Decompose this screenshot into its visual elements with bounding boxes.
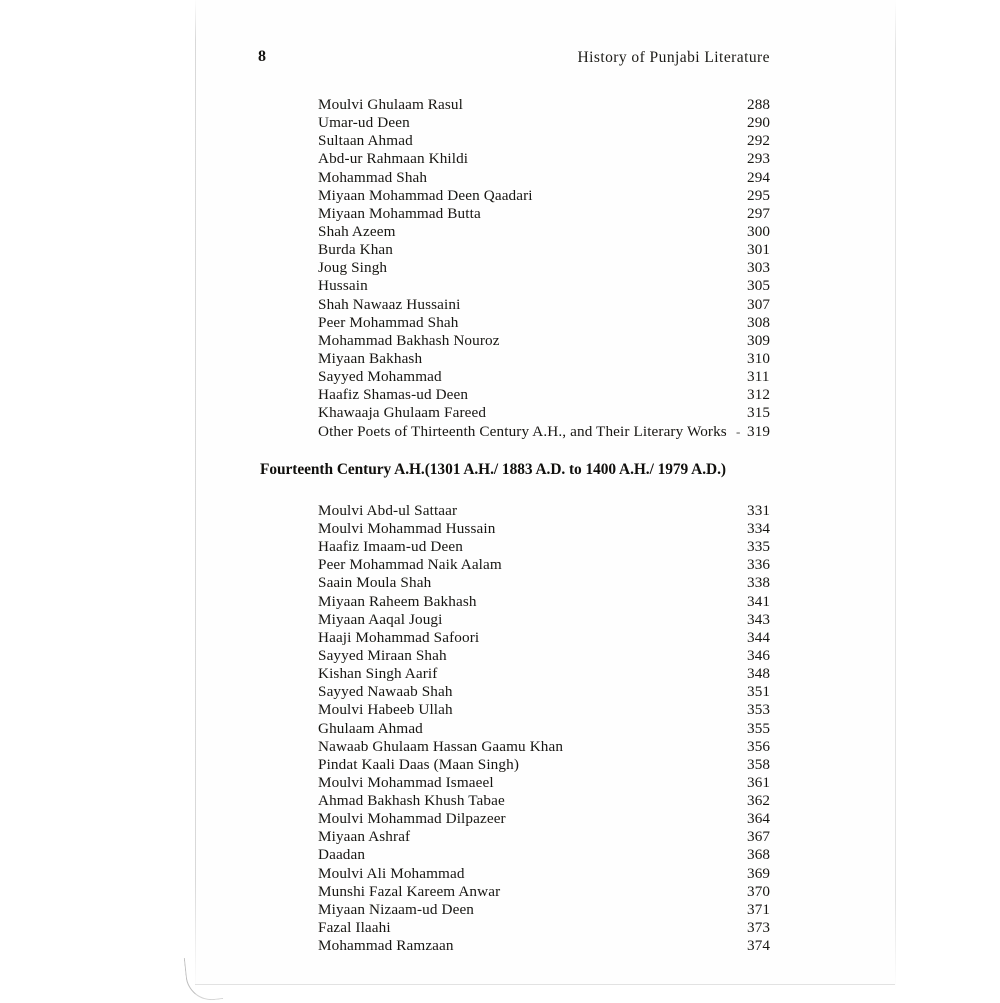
- toc-entry-page-number: 319: [747, 422, 771, 440]
- toc-entry-title: Miyaan Mohammad Deen Qaadari: [318, 186, 533, 204]
- toc-entry-title: Munshi Fazal Kareem Anwar: [318, 882, 501, 900]
- toc-entry-page-number: 294: [747, 168, 771, 186]
- toc-entry-title: Sayyed Miraan Shah: [318, 646, 447, 664]
- toc-entry-title: Moulvi Abd-ul Sattaar: [318, 501, 458, 519]
- toc-entry: [258, 368, 774, 386]
- toc-entry: [258, 738, 774, 756]
- toc-entry-title: Peer Mohammad Naik Aalam: [318, 556, 502, 574]
- toc-entry: [258, 919, 774, 937]
- toc-entry: [258, 901, 774, 919]
- toc-entry-title: Moulvi Mohammad Hussain: [318, 519, 496, 537]
- toc-entry-title: Miyaan Mohammad Butta: [318, 204, 481, 222]
- section-heading-label: Fourteenth Century A.H.(1301 A.H./ 1883 A.D. to 1400 A.H./ 1979 A.D.): [260, 461, 726, 479]
- toc-entry: [258, 296, 774, 314]
- toc-entry-title: Moulvi Mohammad Ismaeel: [318, 773, 494, 791]
- page-edge-bottom: [195, 984, 895, 985]
- toc-entry: [258, 132, 774, 150]
- toc-entry: [258, 502, 774, 520]
- book-title: History of Punjabi Literature: [577, 49, 770, 66]
- toc-entry: [258, 611, 774, 629]
- toc-entry: [258, 386, 774, 404]
- toc-entry: [258, 756, 774, 774]
- toc-entry-title: Haafiz Imaam-ud Deen: [318, 538, 463, 556]
- toc-entry-page-number: 311: [747, 368, 770, 386]
- toc-entry: [258, 937, 774, 955]
- toc-entry-title: Abd-ur Rahmaan Khildi: [318, 150, 469, 168]
- toc-entry: [258, 683, 774, 701]
- toc-entry: [258, 314, 774, 332]
- toc-entry: [258, 332, 774, 350]
- toc-entry-title: Sayyed Nawaab Shah: [318, 683, 453, 701]
- toc-entry-page-number: 297: [747, 204, 771, 222]
- toc-entry-page-number: 334: [747, 519, 771, 537]
- toc-entry: [258, 593, 774, 611]
- toc-entry-title: Burda Khan: [318, 241, 394, 259]
- toc-entry-page-number: 290: [747, 114, 771, 132]
- toc-entry-title: Sayyed Mohammad: [318, 368, 442, 386]
- toc-entry: [258, 538, 774, 556]
- toc-entry: [258, 150, 774, 168]
- toc-entry-page-number: 335: [747, 538, 771, 556]
- toc-entry: [258, 574, 774, 592]
- toc-entry-title: Moulvi Ali Mohammad: [318, 864, 465, 882]
- toc-entry: [258, 350, 774, 368]
- toc-entry: [258, 241, 774, 259]
- toc-entry: [258, 520, 774, 538]
- toc-entry-page-number: 344: [747, 628, 771, 646]
- toc-entry: [258, 665, 774, 683]
- toc-entry-title: Ghulaam Ahmad: [318, 719, 423, 737]
- toc-entry: [258, 96, 774, 114]
- toc-entry-title: Sultaan Ahmad: [318, 132, 413, 150]
- toc-entry: [258, 114, 774, 132]
- toc-entry-page-number: 346: [747, 646, 771, 664]
- toc-entry-page-number: 336: [747, 556, 771, 574]
- toc-entry: [258, 810, 774, 828]
- toc-entry-title: Mohammad Shah: [318, 168, 428, 186]
- toc-entry-page-number: 331: [747, 501, 771, 519]
- toc-entry-page-number: 307: [747, 295, 771, 313]
- toc-entry-page-number: 288: [747, 96, 771, 113]
- toc-entry-page-number: 292: [747, 132, 771, 150]
- toc-list-fourteenth-century: [258, 502, 774, 956]
- toc-entry: [258, 774, 774, 792]
- toc-entry-title: Khawaaja Ghulaam Fareed: [318, 404, 487, 422]
- toc-entry-page-number: 310: [747, 349, 771, 367]
- toc-entry: [258, 647, 774, 665]
- toc-entry-title: Saain Moula Shah: [318, 574, 432, 592]
- toc-entry-title: Fazal Ilaahi: [318, 919, 391, 937]
- table-of-contents: [258, 96, 774, 955]
- toc-entry-title: Miyaan Aaqal Jougi: [318, 610, 443, 628]
- toc-entry-page-number: 356: [747, 737, 771, 755]
- toc-entry: [258, 556, 774, 574]
- toc-entry-title: Shah Azeem: [318, 222, 396, 240]
- toc-entry: [258, 865, 774, 883]
- toc-entry: [258, 223, 774, 241]
- page-edge-left: [195, 0, 196, 1000]
- toc-entry-title: Ahmad Bakhash Khush Tabae: [318, 792, 505, 810]
- toc-entry-page-number: 341: [747, 592, 771, 610]
- toc-entry-title: Other Poets of Thirteenth Century A.H., and Their Literary Works: [318, 422, 727, 440]
- toc-entry-title: Miyaan Ashraf: [318, 828, 411, 846]
- toc-entry-page-number: 305: [747, 277, 771, 295]
- toc-entry-page-number: 358: [747, 755, 771, 773]
- toc-entry: [258, 883, 774, 901]
- section-heading-fourteenth-century: [258, 461, 774, 479]
- toc-entry-page-number: 343: [747, 610, 771, 628]
- toc-entry-title: Mohammad Bakhash Nouroz: [318, 331, 500, 349]
- toc-entry: [258, 629, 774, 647]
- toc-entry-page-number: 315: [747, 404, 771, 422]
- toc-entry: [258, 187, 774, 205]
- toc-entry-page-number: 300: [747, 222, 771, 240]
- toc-entry: [258, 701, 774, 719]
- toc-entry-page-number: 373: [747, 919, 771, 937]
- toc-entry: [258, 404, 774, 422]
- toc-entry-page-number: 303: [747, 259, 771, 277]
- toc-entry-title: Mohammad Ramzaan: [318, 937, 454, 955]
- toc-entry: [258, 205, 774, 223]
- toc-entry-page-number: 371: [747, 900, 771, 918]
- toc-entry-title: Peer Mohammad Shah: [318, 313, 459, 331]
- toc-entry-title: Moulvi Habeeb Ullah: [318, 701, 453, 719]
- toc-entry-page-number: 369: [747, 864, 771, 882]
- toc-entry-title: Haafiz Shamas-ud Deen: [318, 386, 469, 404]
- toc-entry-page-number: 362: [747, 792, 771, 810]
- toc-entry-page-number: 355: [747, 719, 771, 737]
- toc-entry-page-number: 364: [747, 810, 771, 828]
- toc-entry: [258, 720, 774, 738]
- toc-entry-page-number: 301: [747, 241, 771, 259]
- toc-entry-title: Umar-ud Deen: [318, 114, 410, 132]
- toc-entry-title: Pindat Kaali Daas (Maan Singh): [318, 755, 519, 773]
- toc-entry-page-number: 295: [747, 186, 771, 204]
- toc-entry-page-number: 348: [747, 665, 771, 683]
- toc-entry-page-number: 353: [747, 701, 771, 719]
- toc-list-thirteenth-century: [258, 96, 774, 441]
- toc-entry-page-number: 361: [747, 773, 771, 791]
- toc-entry-title: Shah Nawaaz Hussaini: [318, 295, 461, 313]
- toc-entry-page-number: 309: [747, 331, 771, 349]
- toc-entry: [258, 846, 774, 864]
- toc-entry-page-number: 370: [747, 882, 771, 900]
- page-edge-right: [895, 0, 896, 1000]
- toc-entry: [258, 423, 774, 441]
- toc-entry-page-number: 293: [747, 150, 771, 168]
- toc-entry-page-number: 308: [747, 313, 771, 331]
- toc-entry: [258, 277, 774, 295]
- toc-entry: [258, 792, 774, 810]
- toc-entry-page-number: 338: [747, 574, 771, 592]
- toc-entry-title: Moulvi Ghulaam Rasul: [318, 96, 463, 113]
- toc-entry-title: Miyaan Bakhash: [318, 349, 423, 367]
- toc-entry-title: Haaji Mohammad Safoori: [318, 628, 480, 646]
- toc-entry: [258, 169, 774, 187]
- toc-entry-title: Hussain: [318, 277, 368, 295]
- toc-entry: [258, 259, 774, 277]
- toc-entry-page-number: 367: [747, 828, 771, 846]
- toc-entry-page-number: 351: [747, 683, 771, 701]
- toc-entry-title: Nawaab Ghulaam Hassan Gaamu Khan: [318, 737, 564, 755]
- toc-leader-dash: -: [736, 423, 741, 439]
- toc-entry-page-number: 312: [747, 386, 771, 404]
- toc-entry-title: Kishan Singh Aarif: [318, 665, 438, 683]
- toc-entry-title: Daadan: [318, 846, 366, 864]
- toc-entry-title: Miyaan Nizaam-ud Deen: [318, 900, 475, 918]
- toc-entry-title: Miyaan Raheem Bakhash: [318, 592, 477, 610]
- toc-entry: [258, 828, 774, 846]
- toc-entry-title: Moulvi Mohammad Dilpazeer: [318, 810, 506, 828]
- page-number-folio: 8: [258, 48, 267, 65]
- toc-entry-page-number: 368: [747, 846, 771, 864]
- running-head: [258, 48, 770, 72]
- toc-entry-title: Joug Singh: [318, 259, 388, 277]
- toc-entry-page-number: 374: [747, 937, 771, 955]
- page-corner-curl-artifact: [184, 954, 224, 1002]
